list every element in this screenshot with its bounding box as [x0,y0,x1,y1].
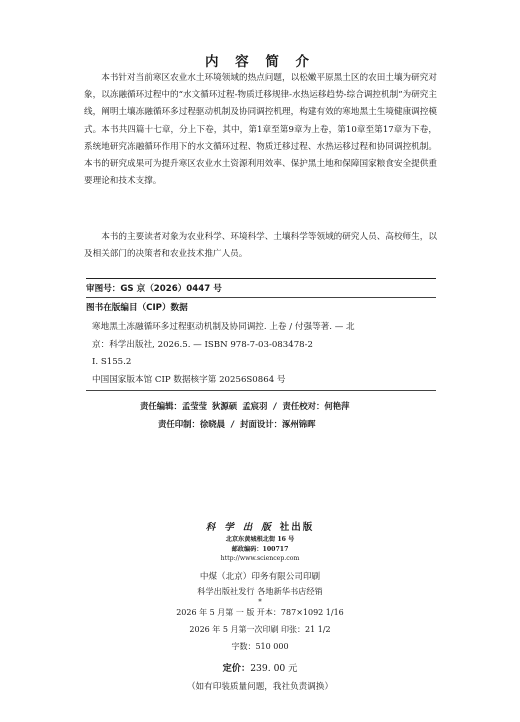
cip-record-line-1: 寒地黑土冻融循环多过程驱动机制及协同调控. 上卷 / 付强等著. — 北 [92,322,355,332]
word-count: 字数：510 000 [231,642,289,651]
edition-line: 2026 年 5 月第 一 版 开本：787×1092 1/16 [176,608,344,617]
cip-record-line-2: 京：科学出版社, 2026.5. — ISBN 978-7-03-083478-2 [92,340,314,350]
divider-thick [86,278,436,279]
printing-line: 2026 年 5 月第一次印刷 印张：21 1/2 [189,625,331,634]
price-line [0,660,520,674]
price-value: 239. 00 元 [250,663,298,674]
distributor-line: 科学出版社发行 各地新华书店经销 [197,586,323,596]
publisher-imprint [0,519,520,533]
divider-thin [86,297,436,298]
divider-thin [86,390,436,391]
cip-record-number: 中国国家版本馆 CIP 数据核字第 20256S0864 号 [92,375,286,385]
publisher-suffix: 社出版 [279,522,315,533]
publisher-postcode: 邮政编码：100717 [231,546,289,553]
staff-credits-line-2: 责任印制：徐晓晨 / 封面设计：涿州锦晖 [158,419,316,429]
page-title: 内 容 简 介 [204,54,316,70]
summary-paragraph-1: 本书针对当前寒区农业水土环境领域的热点问题，以松嫩平原黑土区的农田土壤为研究对象，以冻融循环过程中的“水文循环过程-物质迁移规律-水热运移趋势-综合调控机制”为研究主线，阐明土壤冻融循环多过程驱动机制及协同调控机理，构建有效的寒地黑土生境健康调控模式。本书共四篇十七章，分上下卷，其中，第1章至第9章为上卷，第10章至第17章为下卷，系统地研究冻融循环作用下的水文循环过程、物质迁移过程、水热运移过程和协同调控机制。本书的研究成果可为提升寒区农业水土资源利用效率、保护黑土地和保障国家粮食安全提供重要理论和技术支撑。 [84,73,437,187]
printer-line: 中煤（北京）印务有限公司印刷 [199,572,321,582]
publisher-logo: 科学出版 [205,522,280,533]
cip-classification: Ⅰ. S155.2 [92,357,132,367]
publisher-address: 北京东黄城根北街 16 号 [225,536,295,543]
cip-heading: 图书在版编目（CIP）数据 [86,303,188,313]
summary-paragraph-2: 本书的主要读者对象为农业科学、环境科学、土壤科学等领域的研究人员、高校师生，以及相关部门的决策者和农业技术推广人员。 [84,232,437,260]
price-label: 定价： [222,663,251,674]
publisher-website: http://www.sciencep.com [220,555,300,562]
quality-notice: （如有印装质量问题，我社负责调换） [186,682,334,692]
staff-credits-line-1: 责任编辑：孟莹莹 狄源硕 孟宸羽 / 责任校对：何艳萍 [140,401,350,411]
audit-number: 审图号：GS 京（2026）0447 号 [86,284,222,294]
separator-star: * [258,598,262,606]
